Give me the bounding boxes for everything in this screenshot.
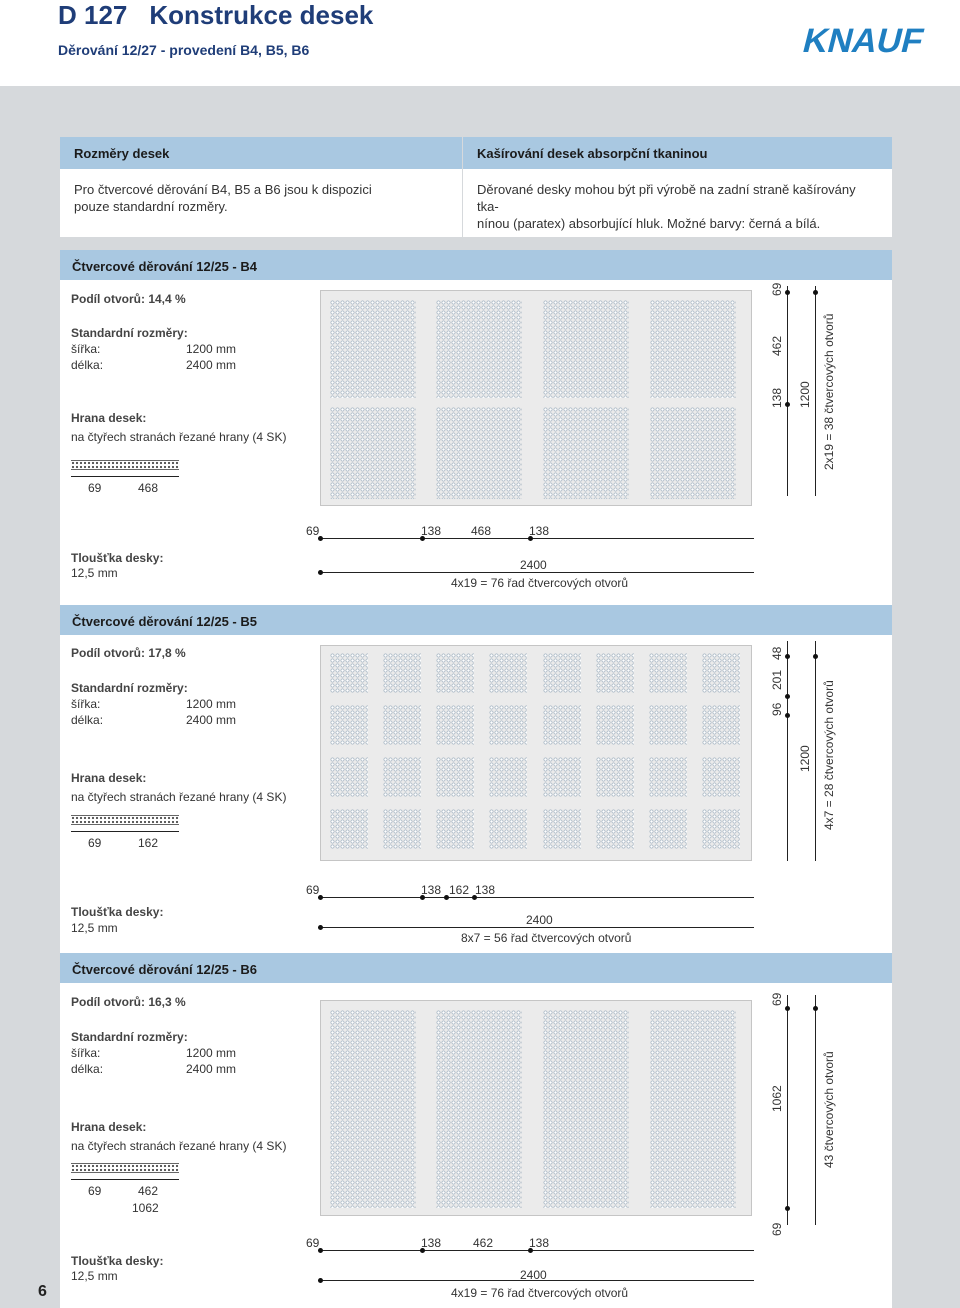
b4-edge-detail — [71, 460, 179, 470]
b5-bottom-rows: 8x7 = 56 řad čtvercových otvorů — [461, 931, 632, 945]
b4-length-value: 2400 mm — [186, 358, 237, 372]
b5-perforation-field — [543, 653, 581, 693]
b4-bottom-dim-b: 138 — [421, 524, 442, 538]
dim-knot — [785, 694, 790, 699]
info-dimensions-line1: Pro čtvercové děrování B4, B5 a B6 jsou k dispozici — [74, 182, 372, 197]
page-header — [0, 0, 960, 86]
b5-thick-value: 12,5 mm — [71, 921, 118, 935]
dim-knot — [813, 654, 818, 659]
dim-knot — [318, 1278, 323, 1283]
b4-edge-dim2: 468 — [138, 481, 159, 495]
info-box-dimensions — [60, 137, 462, 237]
dim-knot — [785, 654, 790, 659]
b5-perforation-field — [436, 705, 474, 745]
b6-thick-label: Tloušťka desky: — [71, 1254, 164, 1268]
b4-perforation-field — [436, 300, 522, 398]
b6-edge-dim1: 69 — [88, 1184, 102, 1198]
info-dimensions-text — [60, 169, 462, 215]
b5-perforation-field — [649, 653, 687, 693]
b5-perforation-field — [596, 705, 634, 745]
b5-width-value: 1200 mm — [186, 697, 237, 711]
b4-bottom-total: 2400 — [520, 558, 547, 572]
b5-bottom-dim-c: 162 — [449, 883, 470, 897]
b6-bottom-dim-c: 462 — [473, 1236, 494, 1250]
dim-knot — [785, 1206, 790, 1211]
b6-side-dim-line — [787, 995, 788, 1225]
b6-bottom-dim-line — [318, 1250, 754, 1251]
b5-perforation-field — [436, 653, 474, 693]
dim-knot — [813, 1006, 818, 1011]
b6-side-rows: 43 čtvercových otvorů — [822, 1051, 836, 1168]
b4-board-drawing — [320, 290, 752, 506]
b5-edge-label: Hrana desek: — [71, 771, 147, 785]
b6-edge-dim3: 1062 — [132, 1201, 159, 1215]
b5-perforation-field — [383, 809, 421, 849]
b6-bottom-rows: 4x19 = 76 řad čtvercových otvorů — [451, 1286, 629, 1300]
b4-side-rows: 2x19 = 38 čtvercových otvorů — [822, 313, 836, 470]
b4-perforation-field — [330, 407, 416, 499]
b6-share: Podíl otvorů: 16,3 % — [71, 995, 186, 1009]
document-code: D 127 — [58, 0, 128, 30]
b6-perforation-field — [650, 1010, 736, 1208]
b6-length-label: délka: — [71, 1062, 104, 1076]
b6-bottom-dim-d: 138 — [529, 1236, 550, 1250]
b4-width-label: šířka: — [71, 342, 101, 356]
b5-side-rows: 4x7 = 28 čtvercových otvorů — [822, 680, 836, 830]
b5-std-label: Standardní rozměry: — [71, 681, 188, 695]
b6-width-label: šířka: — [71, 1046, 101, 1060]
b4-side-gap: 138 — [770, 387, 784, 408]
b6-width-value: 1200 mm — [186, 1046, 237, 1060]
b6-side-total-line — [815, 995, 816, 1225]
section-b4-title: Čtvercové děrování 12/25 - B4 — [60, 250, 892, 280]
dim-knot — [785, 713, 790, 718]
b6-board-drawing — [320, 1000, 752, 1216]
b4-perforation-field — [436, 407, 522, 499]
b4-bottom-total-line — [318, 572, 754, 573]
page-title — [58, 0, 373, 31]
b5-perforation-field — [596, 809, 634, 849]
b6-edge-text: na čtyřech stranách řezané hrany (4 SK) — [71, 1139, 287, 1153]
info-lining-title: Kašírování desek absorpční tkaninou — [463, 137, 892, 169]
b5-bottom-dim-b: 138 — [421, 883, 442, 897]
info-lining-text — [463, 169, 892, 232]
b6-edge-dim-line — [71, 1179, 179, 1180]
b4-side-block: 462 — [770, 335, 784, 356]
b4-perforation-field — [543, 300, 629, 398]
b5-side-total-line — [815, 641, 816, 861]
b5-perforation-field — [383, 705, 421, 745]
b5-perforation-field — [436, 809, 474, 849]
b5-thick-label: Tloušťka desky: — [71, 905, 164, 919]
b5-length-value: 2400 mm — [186, 713, 237, 727]
b5-perforation-field — [702, 809, 740, 849]
document-title: Konstrukce desek — [149, 0, 374, 30]
b5-perforation-field — [649, 705, 687, 745]
b5-edge-detail — [71, 815, 179, 825]
b5-board-drawing — [320, 645, 752, 861]
b4-width-value: 1200 mm — [186, 342, 237, 356]
b5-perforation-field — [596, 757, 634, 797]
b5-perforation-field — [702, 653, 740, 693]
b4-side-top: 69 — [770, 282, 784, 296]
b5-edge-dim1: 69 — [88, 836, 102, 850]
logo-text: KNAUF — [799, 22, 928, 60]
b5-edge-dim2: 162 — [138, 836, 159, 850]
b5-side-block: 201 — [770, 669, 784, 690]
b5-bottom-dim-line — [318, 897, 754, 898]
b5-perforation-field — [383, 653, 421, 693]
b5-perforation-field — [436, 757, 474, 797]
dim-knot — [785, 290, 790, 295]
b4-side-total-line — [815, 286, 816, 496]
b5-perforation-field — [543, 809, 581, 849]
b4-perforation-field — [650, 407, 736, 499]
dim-knot — [813, 290, 818, 295]
b6-thick-value: 12,5 mm — [71, 1269, 118, 1283]
info-dimensions-line2: pouze standardní rozměry. — [74, 199, 228, 214]
b4-perforation-field — [330, 300, 416, 398]
knauf-logo — [790, 0, 928, 68]
b5-edge-dim-line — [71, 831, 179, 832]
b5-perforation-field — [489, 757, 527, 797]
b5-bottom-total-line — [318, 927, 754, 928]
b5-perforation-field — [330, 705, 368, 745]
b6-bottom-dim-a: 69 — [306, 1236, 320, 1250]
b5-bottom-dim-a: 69 — [306, 883, 320, 897]
dim-knot — [318, 570, 323, 575]
info-dimensions-title: Rozměry desek — [60, 137, 462, 169]
b5-perforation-field — [702, 757, 740, 797]
b5-bottom-total: 2400 — [526, 913, 553, 927]
page-number: 6 — [38, 1283, 47, 1300]
dim-knot — [785, 402, 790, 407]
page-subtitle: Děrování 12/27 - provedení B4, B5, B6 — [58, 42, 310, 58]
section-b5-title: Čtvercové děrování 12/25 - B5 — [60, 605, 892, 635]
b4-std-label: Standardní rozměry: — [71, 326, 188, 340]
b4-edge-text: na čtyřech stranách řezané hrany (4 SK) — [71, 430, 287, 444]
b6-bottom-dim-b: 138 — [421, 1236, 442, 1250]
section-b6-title: Čtvercové děrování 12/25 - B6 — [60, 953, 892, 983]
b4-edge-label: Hrana desek: — [71, 411, 147, 425]
b4-bottom-dim-a: 69 — [306, 524, 320, 538]
b6-side-top: 69 — [770, 992, 784, 1006]
b5-perforation-field — [702, 705, 740, 745]
b5-perforation-field — [649, 757, 687, 797]
b6-side-block: 1062 — [770, 1085, 784, 1112]
b5-perforation-field — [383, 757, 421, 797]
b5-width-label: šířka: — [71, 697, 101, 711]
b5-perforation-field — [489, 653, 527, 693]
b5-perforation-field — [596, 653, 634, 693]
dim-knot — [785, 1006, 790, 1011]
info-lining-line2: nínou (paratex) absorbující hluk. Možné barvy: černá a bílá. — [477, 216, 821, 231]
b4-perforation-field — [650, 300, 736, 398]
b6-perforation-field — [543, 1010, 629, 1208]
b4-bottom-dim-d: 138 — [529, 524, 550, 538]
b5-perforation-field — [330, 757, 368, 797]
b6-edge-dim2: 462 — [138, 1184, 159, 1198]
b5-perforation-field — [649, 809, 687, 849]
b5-perforation-field — [543, 757, 581, 797]
b5-side-total: 1200 — [798, 745, 812, 772]
b4-bottom-dim-line — [318, 538, 754, 539]
b4-side-total: 1200 — [798, 381, 812, 408]
b6-edge-detail — [71, 1163, 179, 1173]
b6-length-value: 2400 mm — [186, 1062, 237, 1076]
b5-bottom-dim-d: 138 — [475, 883, 496, 897]
b5-perforation-field — [330, 653, 368, 693]
b4-perforation-field — [543, 407, 629, 499]
info-box-lining — [463, 137, 892, 237]
b6-std-label: Standardní rozměry: — [71, 1030, 188, 1044]
b4-edge-dim-line — [71, 476, 179, 477]
dim-knot — [318, 925, 323, 930]
b4-length-label: délka: — [71, 358, 104, 372]
b5-perforation-field — [489, 705, 527, 745]
b5-length-label: délka: — [71, 713, 104, 727]
b5-edge-text: na čtyřech stranách řezané hrany (4 SK) — [71, 790, 287, 804]
b4-edge-dim1: 69 — [88, 481, 102, 495]
b5-perforation-field — [330, 809, 368, 849]
b4-side-dim-line — [787, 286, 788, 496]
b4-thick-value: 12,5 mm — [71, 566, 118, 580]
b5-perforation-field — [489, 809, 527, 849]
b5-side-dim-line — [787, 641, 788, 861]
b6-edge-label: Hrana desek: — [71, 1120, 147, 1134]
b4-share: Podíl otvorů: 14,4 % — [71, 292, 186, 306]
b4-thick-label: Tloušťka desky: — [71, 551, 164, 565]
b5-share: Podíl otvorů: 17,8 % — [71, 646, 186, 660]
b6-side-bottom: 69 — [770, 1222, 784, 1236]
b5-side-gap: 96 — [770, 702, 784, 716]
b4-bottom-dim-c: 468 — [471, 524, 492, 538]
b6-bottom-total: 2400 — [520, 1268, 547, 1282]
b5-perforation-field — [543, 705, 581, 745]
info-lining-line1: Děrované desky mohou být při výrobě na zadní straně kašírovány tka- — [477, 182, 856, 214]
b4-bottom-rows: 4x19 = 76 řad čtvercových otvorů — [451, 576, 629, 590]
b6-perforation-field — [330, 1010, 416, 1208]
b5-side-top: 48 — [770, 646, 784, 660]
b6-perforation-field — [436, 1010, 522, 1208]
